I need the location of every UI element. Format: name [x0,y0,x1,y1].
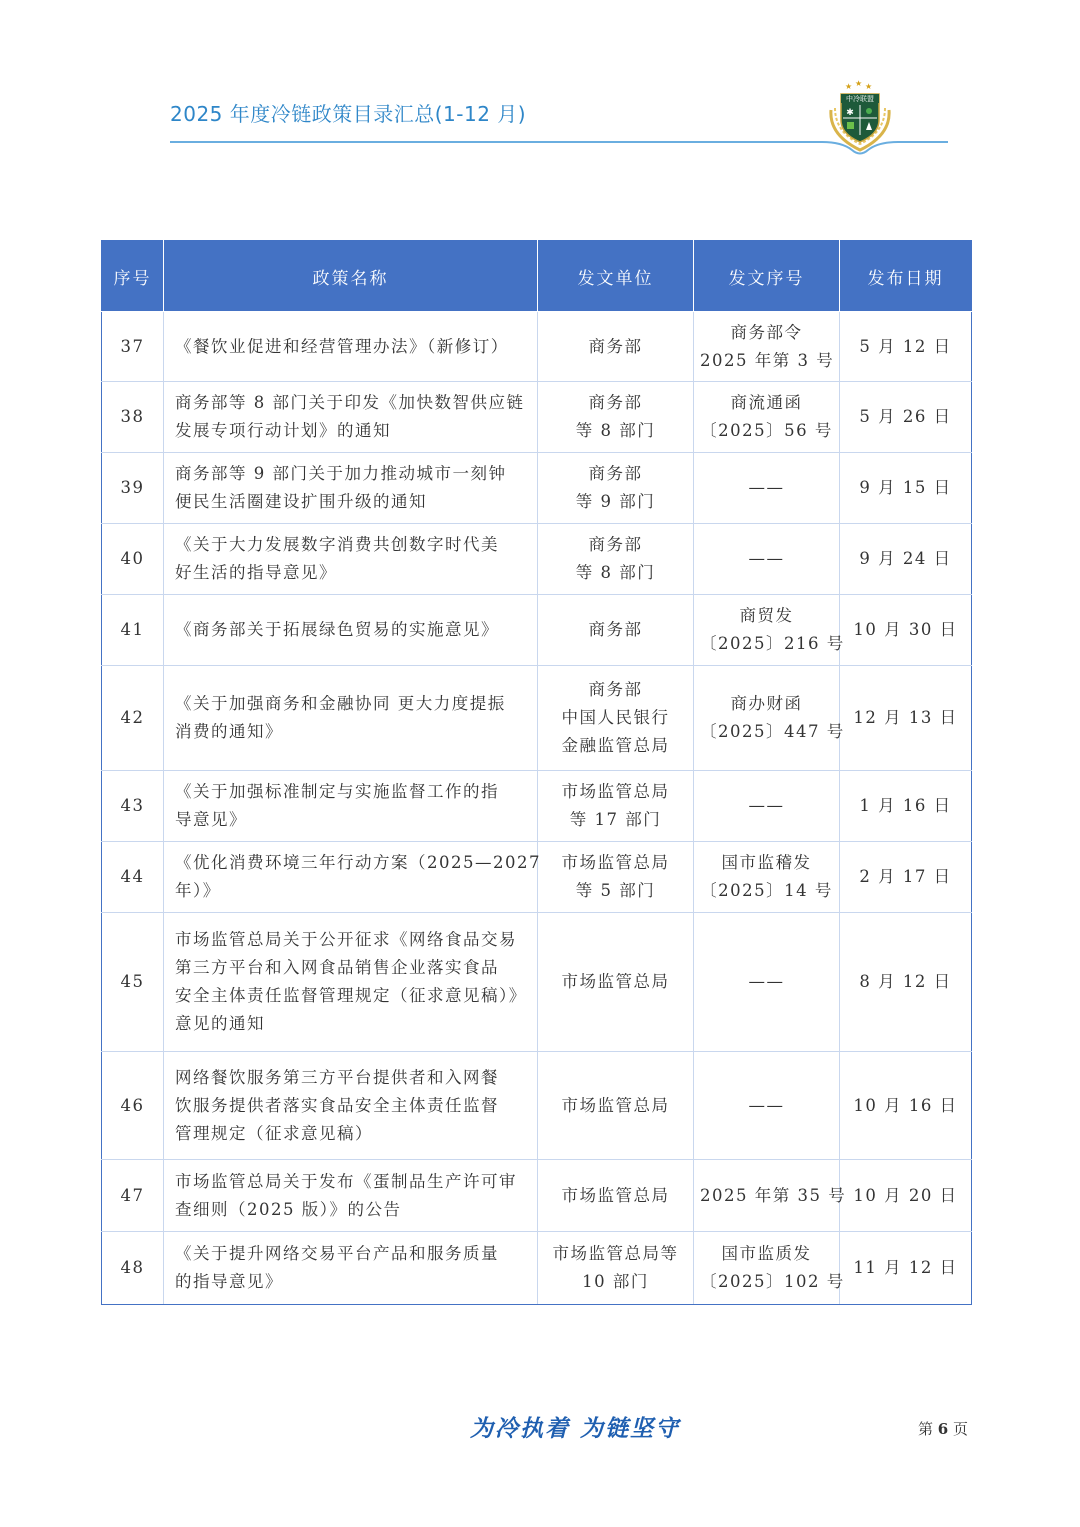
table-row [102,453,972,524]
cell-doc-no [694,382,840,453]
cell-doc-no-line: —— [748,972,785,991]
cell-no: 46 [102,1052,164,1160]
cell-issuer-line: 等 8 部门 [575,563,656,582]
cell-issuer-line: 10 部门 [582,1272,649,1291]
cell-policy-name-line: 《优化消费环境三年行动方案（2025—2027 [175,853,541,872]
cell-doc-no [694,666,845,771]
cell-policy-name-line: 《餐饮业促进和经营管理办法》（新修订） [175,336,509,356]
page-number-value: 6 [937,1420,949,1438]
cell-no: 40 [102,524,164,595]
svg-text:★: ★ [855,80,863,88]
cell-policy-name [164,842,541,913]
cell-date: 10 月 20 日 [840,1160,972,1232]
cell-policy-name [164,1052,538,1160]
table-row [102,1232,972,1305]
alliance-logo-icon [823,80,897,154]
table-row [102,1160,972,1232]
cell-policy-name [164,913,538,1052]
cell-doc-no-line: 商务部令 [730,322,803,342]
cell-no: 47 [102,1160,164,1232]
cell-no: 38 [102,382,164,453]
cell-issuer-line: 等 8 部门 [575,421,656,440]
logo-text: 中冷联盟 [846,95,874,103]
cell-policy-name-line: 安全主体责任监督管理规定（征求意见稿）》 [175,986,527,1005]
cell-issuer-line: 商务部 [588,535,643,554]
cell-doc-no [694,312,840,382]
cell-issuer-line: 等 9 部门 [575,492,656,511]
header-cell-name: 政策名称 [164,241,538,312]
page-prefix: 第 [918,1420,934,1438]
cell-date: 11 月 12 日 [840,1232,972,1305]
cell-doc-no-line: —— [748,478,785,497]
cell-no: 48 [102,1232,164,1305]
cell-doc-no [694,913,840,1052]
cell-doc-no-line: —— [748,796,785,815]
cell-issuer-line: 等 5 部门 [575,881,656,900]
cell-policy-name-line: 管理规定（征求意见稿） [175,1123,373,1143]
cell-policy-name-line: 《关于大力发展数字消费共创数字时代美 [175,535,499,554]
cell-policy-name-line: 《关于加强商务和金融协同 更大力度提振 [175,694,506,713]
table-row [102,312,972,382]
page-title: 2025 年度冷链政策目录汇总(1-12 月) [170,102,527,126]
table-row [102,595,972,666]
cell-doc-no [694,453,840,524]
cell-policy-name-line: 饮服务提供者落实食品安全主体责任监督 [175,1095,499,1115]
cell-doc-no [694,524,840,595]
cell-issuer-line: 市场监管总局 [561,1185,670,1205]
cell-date: 1 月 16 日 [840,771,972,842]
cell-policy-name-line: 《关于加强标准制定与实施监督工作的指 [175,782,499,801]
cell-doc-no-line: 〔2025〕56 号 [700,421,833,440]
cell-date: 5 月 12 日 [840,312,972,382]
cell-policy-name-line: 商务部等 9 部门关于加力推动城市一刻钟 [175,464,507,483]
cell-issuer-line: 市场监管总局 [561,853,670,872]
cell-doc-no [694,842,840,913]
svg-text:★: ★ [865,82,873,91]
cell-doc-no-line: 商流通函 [730,393,803,412]
cell-date: 10 月 30 日 [840,595,972,666]
cell-policy-name-line: 便民生活圈建设扩围升级的通知 [175,492,427,511]
header-cell-date: 发布日期 [840,241,972,312]
cell-issuer [538,666,694,771]
cell-no: 39 [102,453,164,524]
table-row [102,382,972,453]
cell-doc-no-line: 〔2025〕14 号 [700,881,833,900]
cell-policy-name-line: 《商务部关于拓展绿色贸易的实施意见》 [175,620,499,639]
cell-doc-no [694,595,845,666]
cell-doc-no [694,1160,847,1232]
cell-issuer [538,1052,694,1160]
table-row [102,524,972,595]
table-row [102,913,972,1052]
cell-doc-no-line: 2025 年第 3 号 [700,350,835,370]
cell-doc-no-line: 〔2025〕216 号 [700,634,845,653]
cell-doc-no-line: 商办财函 [730,694,803,713]
footer-slogan: 为冷执着 为链坚守 [470,1415,681,1442]
page-suffix: 页 [953,1420,969,1438]
header-cell-issuer: 发文单位 [538,241,694,312]
cell-no: 42 [102,666,164,771]
cell-no: 43 [102,771,164,842]
cell-date: 10 月 16 日 [840,1052,972,1160]
cell-date: 12 月 13 日 [840,666,972,771]
cell-policy-name [164,771,538,842]
cell-date: 5 月 26 日 [840,382,972,453]
cell-policy-name [164,1160,538,1232]
cell-date: 9 月 15 日 [840,453,972,524]
cell-policy-name-line: 年）》 [175,881,221,900]
cell-issuer [538,1232,694,1305]
cell-issuer [538,913,694,1052]
cell-issuer-line: 商务部 [588,393,643,412]
cell-doc-no-line: 2025 年第 35 号 [700,1185,847,1205]
table-row [102,842,972,913]
cell-doc-no-line: 国市监稽发 [721,853,812,872]
cell-policy-name-line: 市场监管总局关于公开征求《网络食品交易 [175,930,517,949]
cell-issuer [538,453,694,524]
header-divider [0,130,1080,170]
cell-issuer [538,524,694,595]
cell-issuer-line: 市场监管总局 [561,972,670,991]
header-cell-doc-no: 发文序号 [694,241,840,312]
cell-doc-no-line: 〔2025〕447 号 [700,722,845,741]
cell-policy-name [164,1232,538,1305]
cell-policy-name [164,666,538,771]
table-header-row [102,241,972,312]
cell-policy-name-line: 《关于提升网络交易平台产品和服务质量 [175,1244,499,1263]
page-number [918,1418,968,1439]
cell-issuer-line: 金融监管总局 [561,736,670,755]
cell-issuer [538,842,694,913]
cell-policy-name-line: 的指导意见》 [175,1272,283,1291]
cell-policy-name-line: 意见的通知 [175,1014,265,1033]
policy-table [101,240,972,1305]
cell-doc-no-line: —— [748,1095,785,1115]
cell-policy-name [164,595,538,666]
cell-issuer-line: 商务部 [588,464,643,483]
cell-issuer [538,771,694,842]
cell-policy-name-line: 第三方平台和入网食品销售企业落实食品 [175,958,499,977]
table-row [102,771,972,842]
cell-issuer-line: 市场监管总局 [561,782,670,801]
cell-no: 37 [102,312,164,382]
cell-date: 9 月 24 日 [840,524,972,595]
cell-policy-name-line: 发展专项行动计划》的通知 [175,421,391,440]
cell-issuer [538,312,694,382]
svg-text:✱: ✱ [846,108,854,118]
cell-policy-name [164,312,538,382]
cell-policy-name [164,382,538,453]
cell-policy-name-line: 消费的通知》 [175,722,283,741]
cell-no: 41 [102,595,164,666]
cell-no: 45 [102,913,164,1052]
cell-doc-no [694,1052,840,1160]
cell-doc-no-line: —— [748,549,785,568]
cell-policy-name-line: 导意见》 [175,810,247,829]
cell-issuer-line: 商务部 [588,336,643,356]
cell-policy-name-line: 网络餐饮服务第三方平台提供者和入网餐 [175,1067,499,1087]
cell-issuer-line: 市场监管总局等 [552,1244,679,1263]
cell-doc-no [694,1232,845,1305]
table-body [102,312,972,1305]
cell-issuer [538,382,694,453]
cell-issuer-line: 中国人民银行 [561,708,670,727]
cell-issuer [538,1160,694,1232]
cell-issuer-line: 等 17 部门 [569,810,662,829]
cell-doc-no-line: 商贸发 [739,606,794,625]
cell-policy-name-line: 商务部等 8 部门关于印发《加快数智供应链 [175,393,525,412]
cell-date: 2 月 17 日 [840,842,972,913]
cell-doc-no-line: 〔2025〕102 号 [700,1272,845,1291]
cell-doc-no [694,771,840,842]
cell-policy-name [164,453,538,524]
cell-policy-name-line: 好生活的指导意见》 [175,563,337,582]
svg-text:★: ★ [845,82,853,91]
table-row [102,1052,972,1160]
cell-policy-name [164,524,538,595]
table-row [102,666,972,771]
cell-date: 8 月 12 日 [840,913,972,1052]
cell-issuer-line: 商务部 [588,680,643,699]
cell-doc-no-line: 国市监质发 [721,1244,812,1263]
cell-policy-name-line: 查细则（2025 版）》的公告 [175,1199,402,1219]
cell-issuer-line: 市场监管总局 [561,1095,670,1115]
cell-issuer [538,595,694,666]
cell-issuer-line: 商务部 [588,620,643,639]
header-cell-no: 序号 [102,241,164,312]
cell-no: 44 [102,842,164,913]
cell-policy-name-line: 市场监管总局关于发布《蛋制品生产许可审 [175,1171,517,1191]
